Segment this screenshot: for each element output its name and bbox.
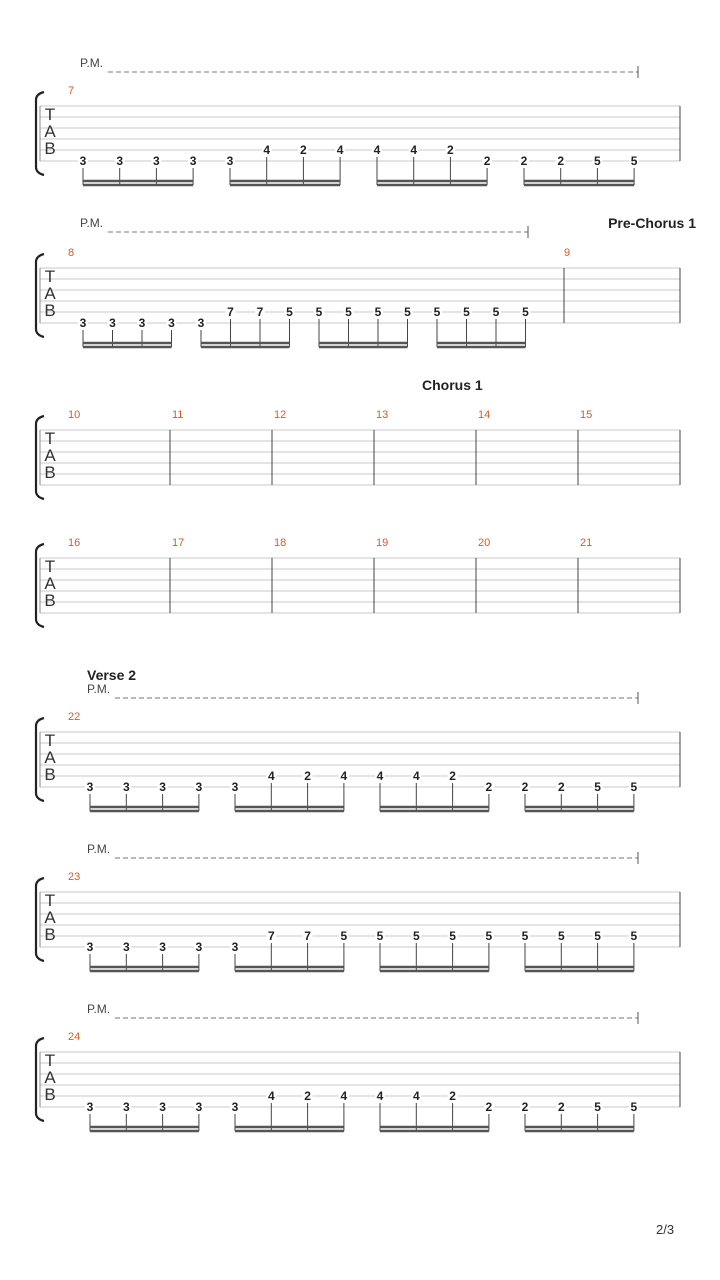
fret-number: 4 xyxy=(336,143,344,157)
measure-number: 7 xyxy=(68,85,75,97)
measure-number: 9 xyxy=(564,247,571,259)
fret-number: 2 xyxy=(304,1089,311,1103)
fret-number: 3 xyxy=(86,940,94,954)
tab-clef-letter: B xyxy=(44,591,56,610)
fret-number: 3 xyxy=(153,154,160,168)
measure-number: 19 xyxy=(376,537,389,549)
fret-number: 3 xyxy=(159,940,166,954)
tab-clef-letter: B xyxy=(44,925,56,944)
fret-number: 4 xyxy=(412,1089,420,1103)
fret-number: 2 xyxy=(521,1100,529,1114)
fret-number: 3 xyxy=(109,316,116,330)
tab-clef-letter: T xyxy=(44,1051,56,1070)
fret-number: 5 xyxy=(630,1100,638,1114)
tab-clef-letter: T xyxy=(44,105,56,124)
fret-number: 5 xyxy=(315,305,323,319)
fret-number: 3 xyxy=(122,1100,130,1114)
fret-number: 2 xyxy=(557,1100,565,1114)
fret-number: 3 xyxy=(159,780,166,794)
fret-number: 4 xyxy=(267,769,275,783)
tab-clef-letter: A xyxy=(44,1068,56,1087)
fret-number: 5 xyxy=(463,305,470,319)
fret-number: 2 xyxy=(485,1100,493,1114)
fret-number: 4 xyxy=(410,143,418,157)
fret-number: 5 xyxy=(433,305,441,319)
fret-number: 7 xyxy=(304,929,311,943)
fret-number: 5 xyxy=(485,929,493,943)
measure-number: 12 xyxy=(274,409,287,421)
fret-number: 7 xyxy=(267,929,275,943)
fret-number: 5 xyxy=(594,154,601,168)
fret-number: 2 xyxy=(520,154,528,168)
tab-clef-letter: A xyxy=(44,122,56,141)
fret-number: 3 xyxy=(86,780,94,794)
fret-number: 5 xyxy=(345,305,352,319)
fret-number: 5 xyxy=(449,929,456,943)
tab-clef-letter: B xyxy=(44,463,56,482)
fret-number: 3 xyxy=(168,316,175,330)
fret-number: 5 xyxy=(630,154,638,168)
fret-number: 3 xyxy=(79,154,87,168)
tab-clef-letter: T xyxy=(44,891,56,910)
fret-number: 3 xyxy=(195,1100,203,1114)
fret-number: 5 xyxy=(340,929,348,943)
fret-number: 2 xyxy=(300,143,307,157)
fret-number: 4 xyxy=(373,143,381,157)
palm-mute-label: P.M. xyxy=(87,842,111,856)
palm-mute-label: P.M. xyxy=(80,56,104,70)
fret-number: 5 xyxy=(522,305,529,319)
fret-number: 3 xyxy=(231,940,239,954)
tab-clef-letter: T xyxy=(44,267,56,286)
tab-clef-letter: B xyxy=(44,301,56,320)
fret-number: 7 xyxy=(256,305,264,319)
fret-number: 3 xyxy=(79,316,87,330)
measure-number: 8 xyxy=(68,247,75,259)
measure-number: 10 xyxy=(68,409,81,421)
fret-number: 3 xyxy=(226,154,234,168)
palm-mute-label: P.M. xyxy=(87,682,111,696)
palm-mute-label: P.M. xyxy=(87,1002,111,1016)
fret-number: 3 xyxy=(122,940,130,954)
fret-number: 5 xyxy=(412,929,420,943)
measure-number: 23 xyxy=(68,871,81,883)
fret-number: 4 xyxy=(263,143,271,157)
fret-number: 2 xyxy=(449,769,456,783)
fret-number: 3 xyxy=(86,1100,94,1114)
fret-number: 4 xyxy=(376,1089,384,1103)
fret-number: 2 xyxy=(449,1089,456,1103)
fret-number: 3 xyxy=(197,316,205,330)
measure-number: 13 xyxy=(376,409,389,421)
fret-number: 3 xyxy=(189,154,197,168)
fret-number: 5 xyxy=(286,305,293,319)
tab-clef-letter: A xyxy=(44,574,56,593)
fret-number: 7 xyxy=(227,305,234,319)
fret-number: 3 xyxy=(231,1100,239,1114)
fret-number: 5 xyxy=(630,780,638,794)
fret-number: 2 xyxy=(557,154,565,168)
fret-number: 2 xyxy=(447,143,454,157)
fret-number: 3 xyxy=(195,940,203,954)
measure-number: 20 xyxy=(478,537,491,549)
fret-number: 5 xyxy=(594,1100,601,1114)
measure-number: 17 xyxy=(172,537,185,549)
fret-number: 5 xyxy=(594,780,601,794)
tab-clef-letter: A xyxy=(44,908,56,927)
fret-number: 5 xyxy=(557,929,565,943)
tab-clef-letter: A xyxy=(44,446,56,465)
fret-number: 5 xyxy=(521,929,529,943)
fret-number: 5 xyxy=(404,305,411,319)
section-title: Verse 2 xyxy=(87,667,137,683)
tab-clef-letter: A xyxy=(44,284,56,303)
measure-number: 11 xyxy=(172,409,184,421)
measure-number: 24 xyxy=(68,1031,81,1043)
measure-number: 16 xyxy=(68,537,81,549)
measure-number: 21 xyxy=(580,537,593,549)
tab-clef-letter: T xyxy=(44,731,56,750)
tab-clef-letter: T xyxy=(44,429,56,448)
fret-number: 2 xyxy=(485,780,493,794)
tab-clef-letter: B xyxy=(44,765,56,784)
tab-clef-letter: B xyxy=(44,1085,56,1104)
fret-number: 2 xyxy=(304,769,311,783)
fret-number: 3 xyxy=(159,1100,166,1114)
section-title: Chorus 1 xyxy=(422,377,483,393)
fret-number: 4 xyxy=(412,769,420,783)
fret-number: 2 xyxy=(557,780,565,794)
fret-number: 5 xyxy=(492,305,500,319)
tab-clef-letter: A xyxy=(44,748,56,767)
tab-clef-letter: B xyxy=(44,139,56,158)
measure-number: 18 xyxy=(274,537,287,549)
fret-number: 4 xyxy=(340,769,348,783)
fret-number: 3 xyxy=(231,780,239,794)
fret-number: 4 xyxy=(376,769,384,783)
fret-number: 5 xyxy=(376,929,384,943)
fret-number: 3 xyxy=(138,316,146,330)
fret-number: 3 xyxy=(195,780,203,794)
fret-number: 4 xyxy=(267,1089,275,1103)
measure-number: 15 xyxy=(580,409,593,421)
fret-number: 3 xyxy=(122,780,130,794)
fret-number: 4 xyxy=(340,1089,348,1103)
tab-clef-letter: T xyxy=(44,557,56,576)
fret-number: 5 xyxy=(594,929,601,943)
fret-number: 3 xyxy=(116,154,124,168)
fret-number: 5 xyxy=(630,929,638,943)
fret-number: 2 xyxy=(483,154,491,168)
fret-number: 2 xyxy=(521,780,529,794)
section-title: Pre-Chorus 1 xyxy=(608,215,696,231)
palm-mute-label: P.M. xyxy=(80,216,104,230)
fret-number: 5 xyxy=(374,305,382,319)
measure-number: 22 xyxy=(68,711,81,723)
page-number: 2/3 xyxy=(656,1222,675,1237)
measure-number: 14 xyxy=(478,409,491,421)
